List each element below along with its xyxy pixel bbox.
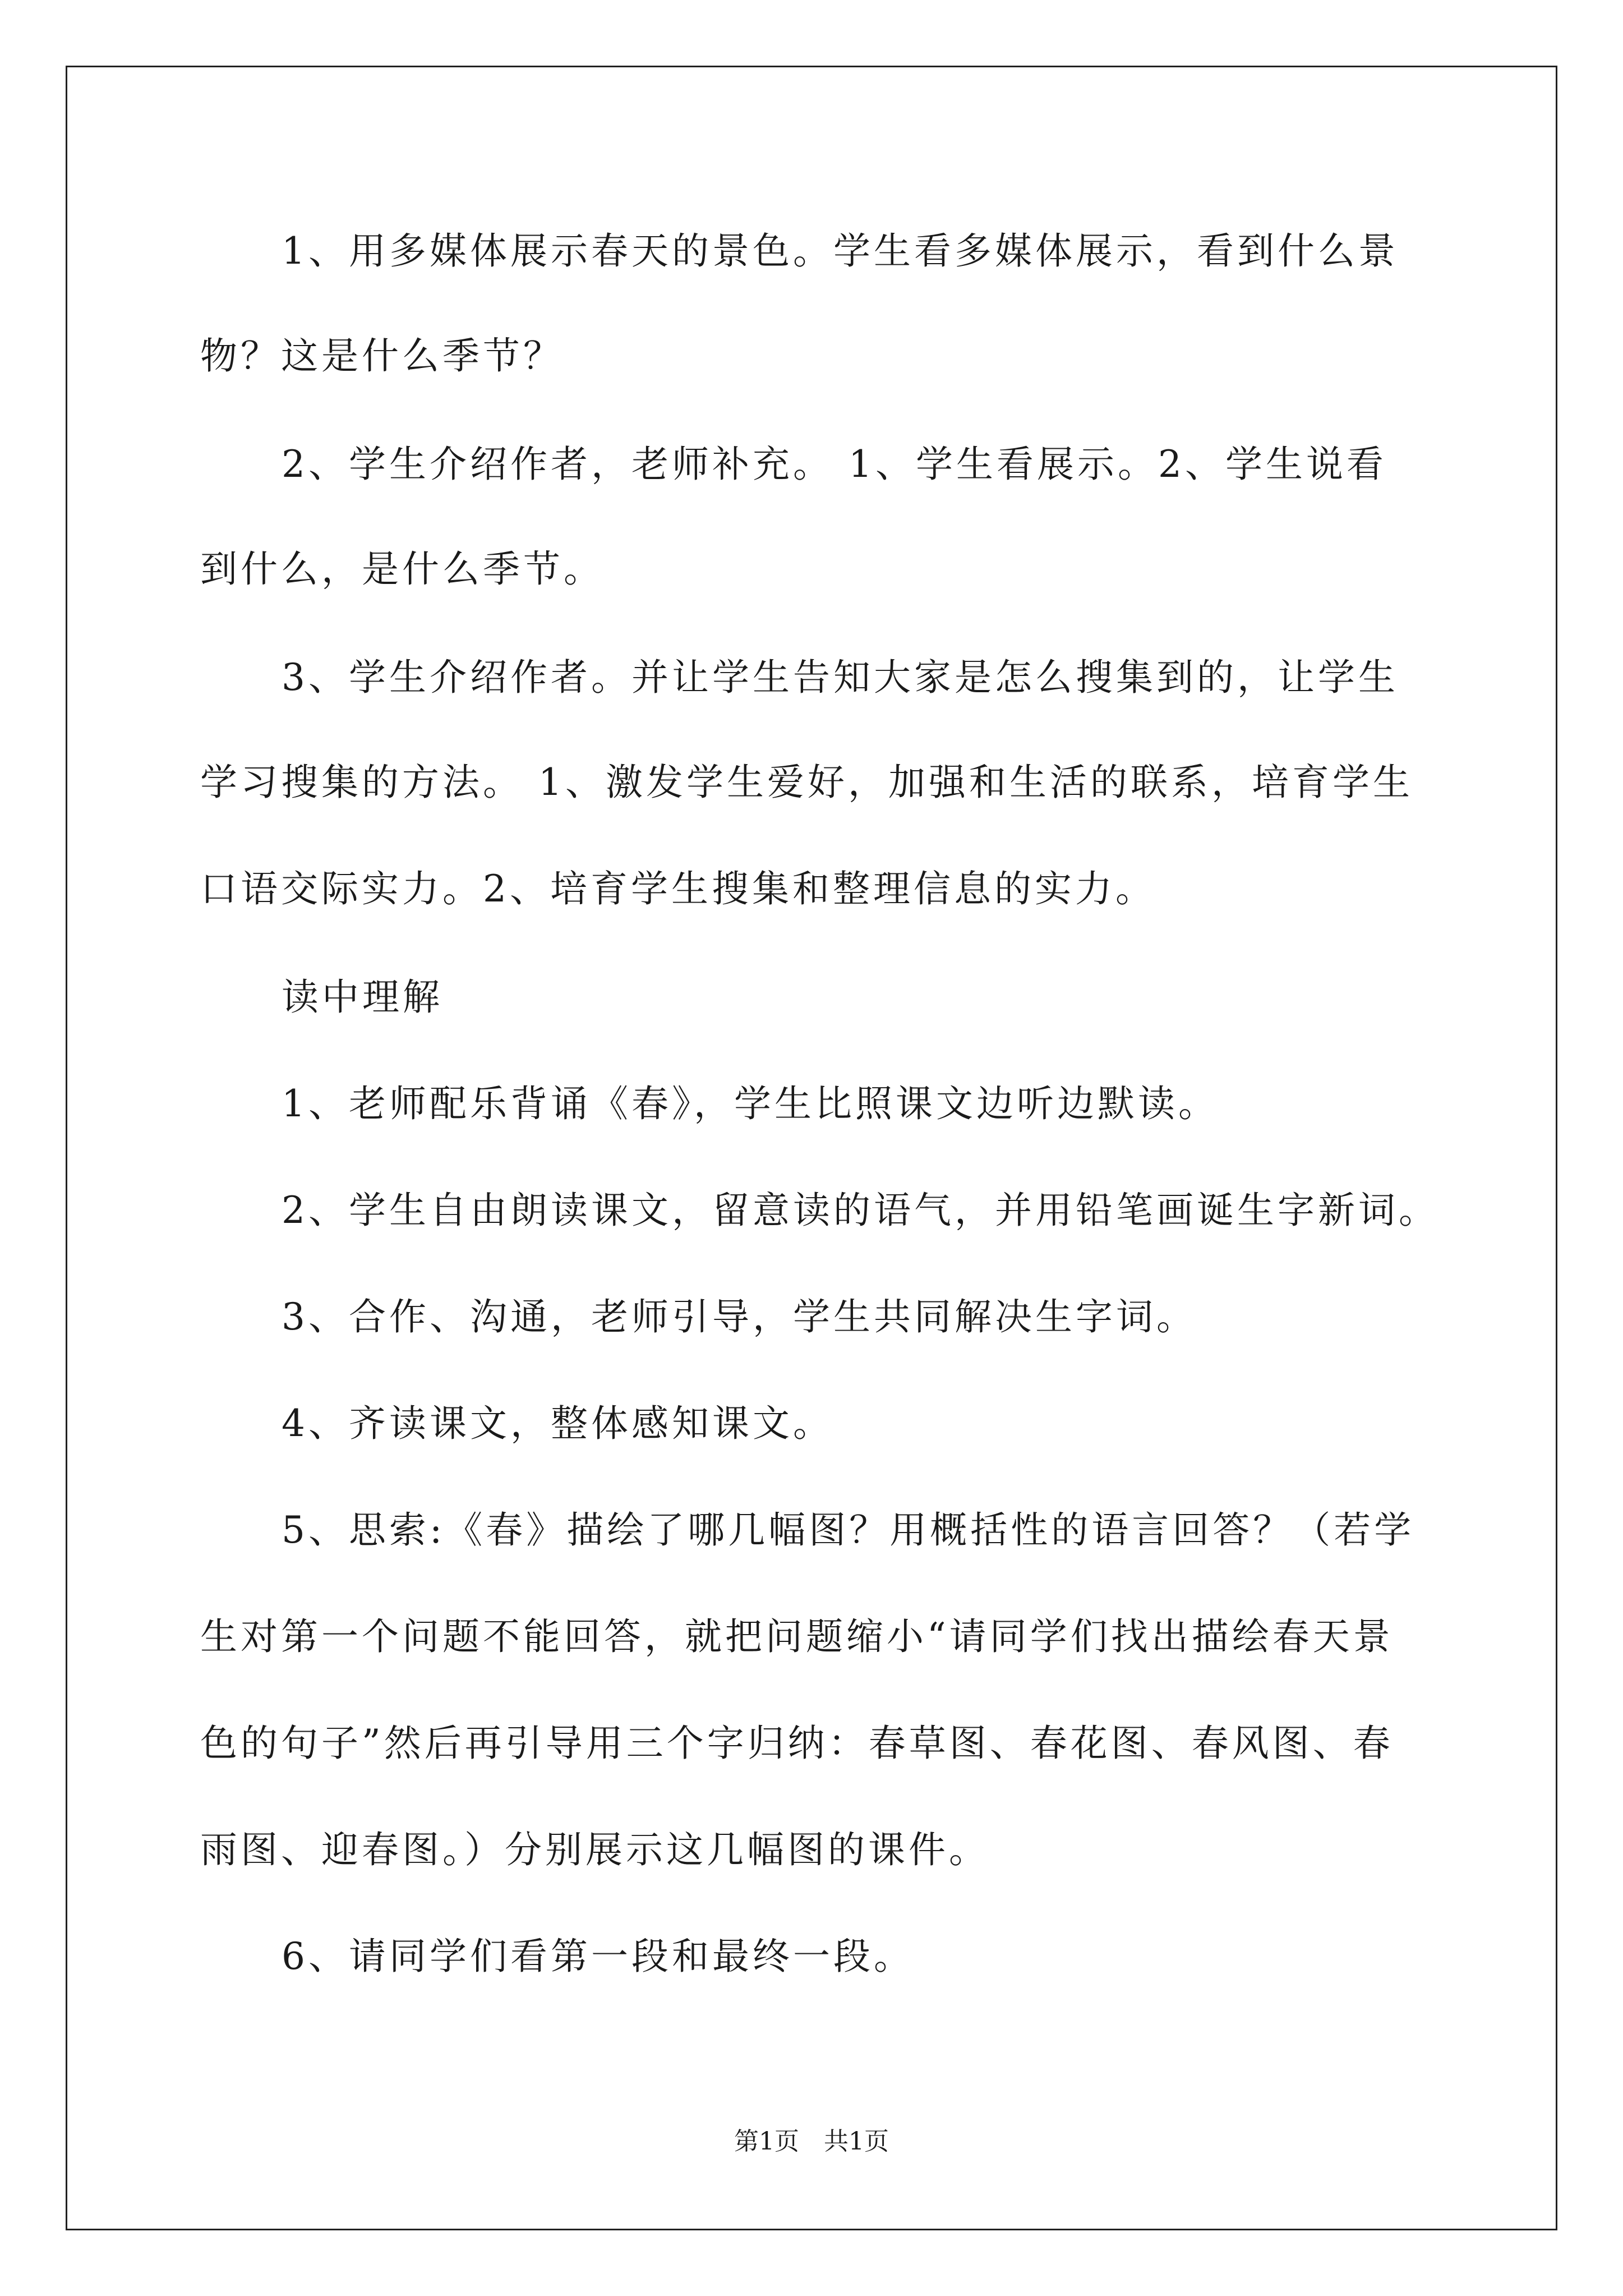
page-border [66, 66, 1557, 2230]
section-heading: 读中理解 [282, 976, 443, 1019]
text-line: 雨图、迎春图。）分别展示这几幅图的课件。 [200, 1828, 989, 1871]
text-line: 生对第一个问题不能回答，就把问题缩小“请同学们找出描绘春天景 [200, 1615, 1394, 1658]
text-line: 1、老师配乐背诵《春》，学生比照课文边听边默读。 [282, 1082, 1219, 1125]
text-line: 3、学生介绍作者。并让学生告知大家是怎么搜集到的，让学生 [282, 656, 1399, 699]
text-line: 色的句子”然后再引导用三个字归纳：春草图、春花图、春风图、春 [200, 1722, 1394, 1765]
page-footer: 第1页 共1页 [734, 2127, 889, 2156]
text-line: 4、齐读课文，整体感知课文。 [282, 1402, 833, 1445]
text-line: 5、思索:《春》描绘了哪几幅图？用概括性的语言回答？（若学 [282, 1508, 1415, 1552]
text-line: 口语交际实力。2、培育学生搜集和整理信息的实力。 [200, 867, 1156, 910]
text-line: 1、用多媒体展示春天的景色。学生看多媒体展示，看到什么景 [282, 229, 1399, 273]
text-line: 2、学生介绍作者，老师补充。 1、学生看展示。2、学生说看 [282, 443, 1387, 486]
text-line: 到什么，是什么季节。 [200, 547, 604, 591]
text-line: 6、请同学们看第一段和最终一段。 [282, 1935, 914, 1978]
text-line: 3、合作、沟通，老师引导，学生共同解决生字词。 [282, 1295, 1197, 1338]
text-line: 学习搜集的方法。 1、激发学生爱好，加强和生活的联系，培育学生 [200, 761, 1413, 804]
text-line: 物？这是什么季节？ [200, 334, 564, 378]
text-line: 2、学生自由朗读课文，留意读的语气，并用铅笔画诞生字新词。 [282, 1189, 1439, 1232]
